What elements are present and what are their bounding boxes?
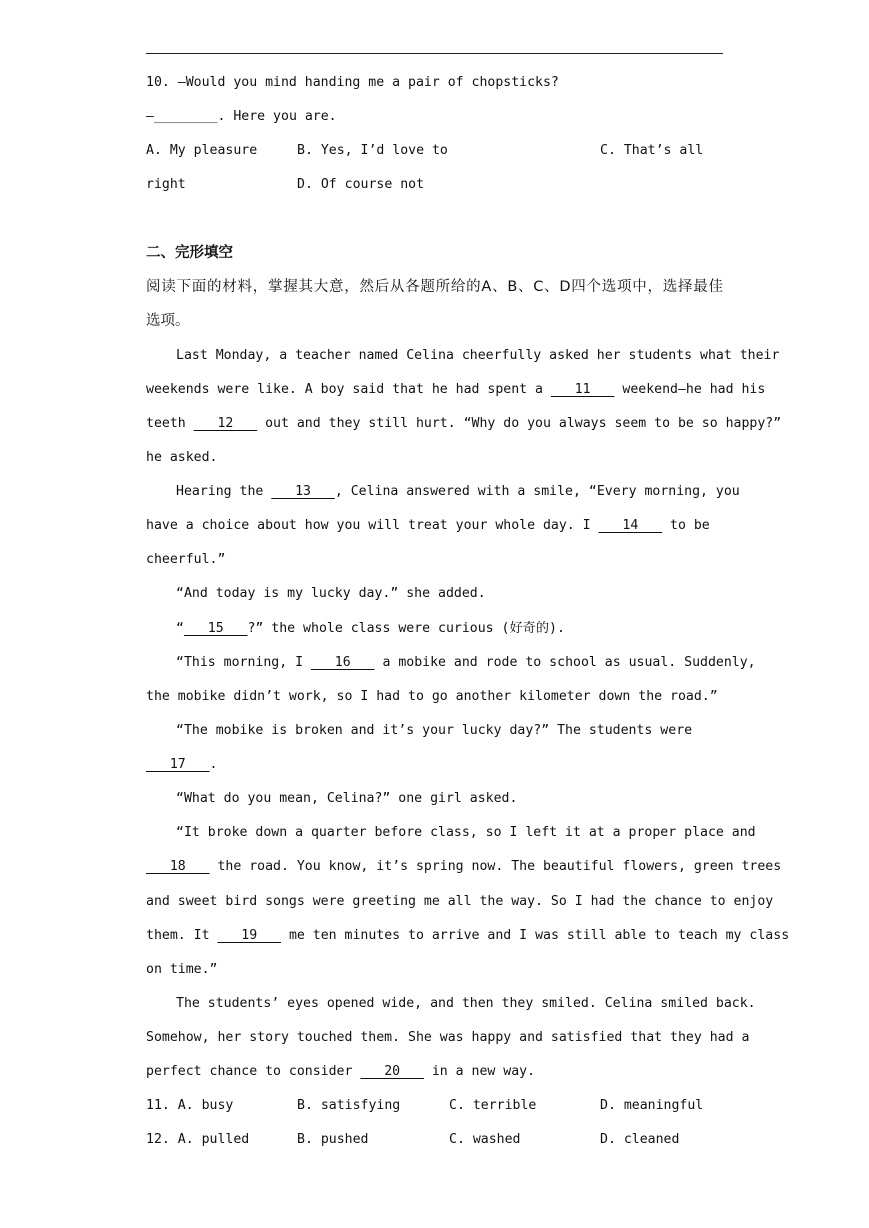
q10-option-c-cont: right bbox=[146, 177, 186, 192]
q12-option-b: B. pushed bbox=[297, 1132, 369, 1147]
passage-line: on time.” bbox=[146, 962, 218, 977]
q12-option-d: D. cleaned bbox=[600, 1132, 680, 1147]
passage-line: them. It 19 me ten minutes to arrive and I was still able to teach my class bbox=[146, 926, 723, 946]
q11-option-d: D. meaningful bbox=[600, 1098, 704, 1113]
blank-17: 17 bbox=[146, 757, 210, 772]
blank-11: 11 bbox=[550, 382, 615, 397]
blank-16: 16 bbox=[310, 655, 375, 670]
blank-14: 14 bbox=[598, 518, 663, 533]
passage-line: weekends were like. A boy said that he had spent a 11 weekend—he had his bbox=[146, 380, 723, 400]
q10-reply-prefix: — bbox=[146, 109, 154, 124]
blank-12: 12 bbox=[193, 416, 258, 431]
q10-reply-suffix: . Here you are. bbox=[217, 109, 337, 124]
q11-option-a: 11. A. busy bbox=[146, 1098, 234, 1113]
passage-line: cheerful.” bbox=[146, 552, 226, 567]
passage-line: he asked. bbox=[146, 450, 218, 465]
passage-line: “And today is my lucky day.” she added. bbox=[176, 586, 486, 601]
passage-line: Somehow, her story touched them. She was happy and satisfied that they had a bbox=[146, 1030, 750, 1045]
q10-option-c: C. That’s all bbox=[600, 143, 704, 158]
passage-line: “ 15 ?” the whole class were curious (好奇的). bbox=[176, 619, 565, 639]
blank-19: 19 bbox=[217, 928, 281, 943]
passage-line: have a choice about how you will treat your whole day. I 14 to be bbox=[146, 516, 710, 536]
q10-stem: 10. —Would you mind handing me a pair of chopsticks? bbox=[146, 75, 559, 90]
q10-reply bbox=[146, 107, 337, 127]
passage-line: teeth 12 out and they still hurt. “Why do you always seem to be so happy?” bbox=[146, 414, 723, 434]
q12-option-a: 12. A. pulled bbox=[146, 1132, 250, 1147]
blank-20: 20 bbox=[360, 1064, 424, 1079]
q11-option-c: C. terrible bbox=[449, 1098, 537, 1113]
instruction-line-2: 选项。 bbox=[146, 313, 190, 329]
q10-option-b: B. Yes, I’d love to bbox=[297, 143, 448, 158]
section-heading: 二、完形填空 bbox=[146, 245, 233, 261]
passage-line: 18 the road. You know, it’s spring now. The beautiful flowers, green trees bbox=[146, 857, 723, 877]
q10-option-a: A. My pleasure bbox=[146, 143, 258, 158]
q10-option-d: D. Of course not bbox=[297, 177, 425, 192]
passage-line: “What do you mean, Celina?” one girl asked. bbox=[176, 791, 518, 806]
passage-line: “The mobike is broken and it’s your lucky day?” The students were bbox=[176, 723, 693, 738]
passage-line: 17 . bbox=[146, 755, 217, 775]
passage-line: Hearing the 13 , Celina answered with a smile, “Every morning, you bbox=[176, 482, 723, 502]
passage-line: and sweet bird songs were greeting me all the way. So I had the chance to enjoy bbox=[146, 894, 774, 909]
blank-18: 18 bbox=[146, 859, 210, 874]
instruction-line-1: 阅读下面的材料，掌握其大意，然后从各题所给的A、B、C、D四个选项中，选择最佳 bbox=[146, 279, 723, 295]
blank-15: 15 bbox=[183, 621, 248, 636]
q11-option-b: B. satisfying bbox=[297, 1098, 401, 1113]
passage-line: The students’ eyes opened wide, and then they smiled. Celina smiled back. bbox=[176, 996, 756, 1011]
passage-line: the mobike didn’t work, so I had to go another kilometer down the road.” bbox=[146, 689, 718, 704]
passage-line: “It broke down a quarter before class, so I left it at a proper place and bbox=[176, 825, 756, 840]
passage-line: perfect chance to consider 20 in a new way. bbox=[146, 1062, 535, 1082]
blank-13: 13 bbox=[271, 484, 335, 499]
passage-line: “This morning, I 16 a mobike and rode to school as usual. Suddenly, bbox=[176, 653, 723, 673]
header-rule bbox=[146, 53, 723, 54]
q10-blank: ________ bbox=[153, 109, 218, 124]
q12-option-c: C. washed bbox=[449, 1132, 521, 1147]
passage-line: Last Monday, a teacher named Celina cheerfully asked her students what their bbox=[176, 348, 780, 363]
